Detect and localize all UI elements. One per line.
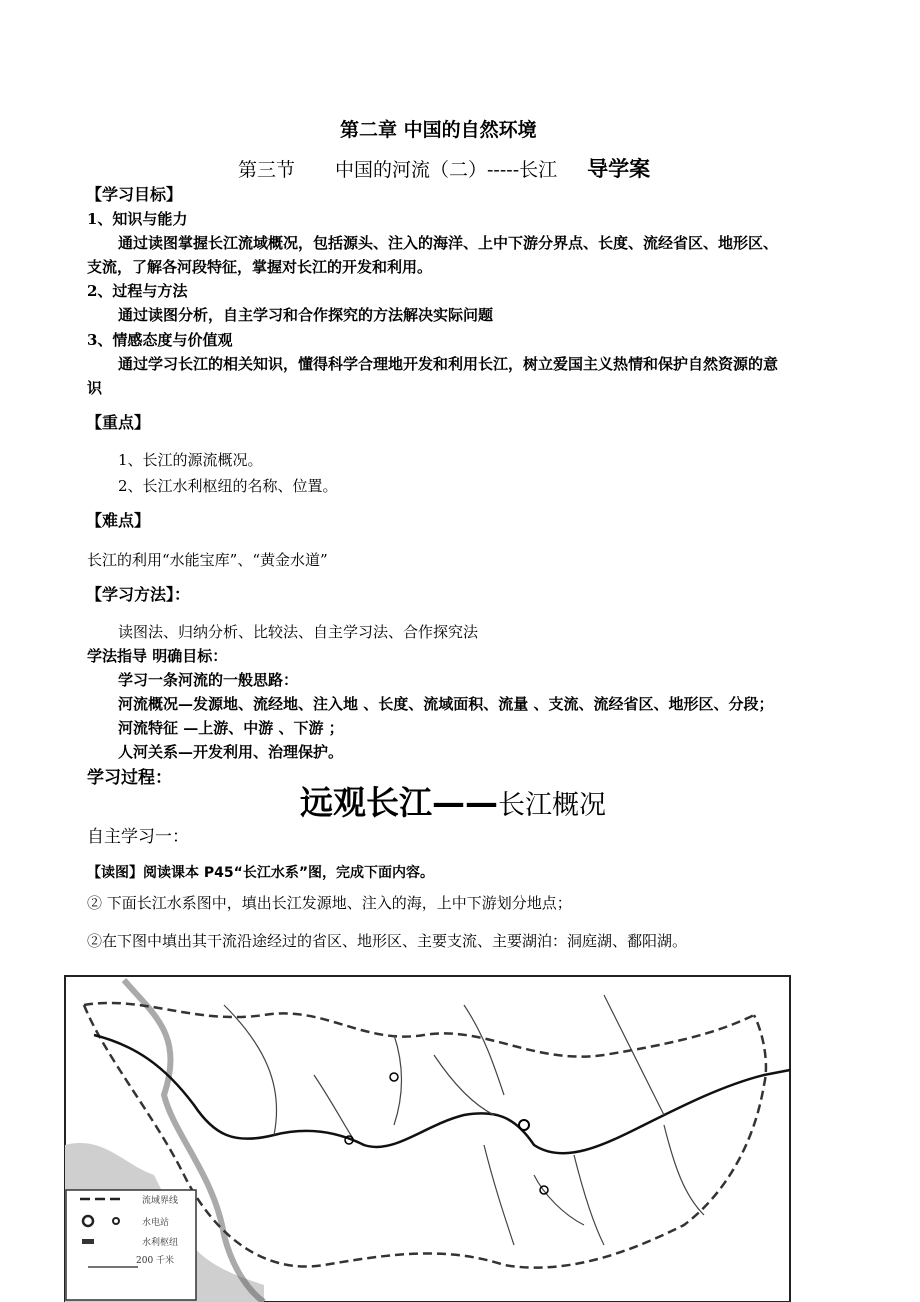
difficulties-text: 长江的利用“水能宝库”、“黄金水道” [87,551,328,569]
objective-label: 2、过程与方法 [87,282,188,300]
guide-line: 河流特征 —上游、中游 、下游 ； [118,719,344,737]
section-type: 导学案 [587,156,651,181]
key-point: 2、长江水利枢纽的名称、位置。 [118,477,338,495]
legend-project-icon [82,1239,94,1244]
self-study-heading: 自主学习一： [87,827,189,847]
key-point: 1、长江的源流概况。 [118,451,263,469]
banner-bold: 远观长江—— [300,783,498,822]
section-subtitle [238,156,650,183]
yangtze-river-system-map [64,975,791,1302]
objective-text: 通过读图分析，自主学习和合作探究的方法解决实际问题 [118,306,494,324]
objective-text: 支流，了解各河段特征，掌握对长江的开发和利用。 [87,258,433,276]
legend-boundary: 流域界线 [142,1196,179,1206]
key-points-heading: 【重点】 [86,413,151,432]
guide-heading: 学法指导 明确目标： [87,647,228,665]
process-heading: 学习过程： [87,768,172,788]
section-number: 第三节 [238,159,296,181]
guide-line: 学习一条河流的一般思路： [118,671,299,689]
legend-scale: 200 千米 [136,1256,175,1266]
banner-light: 长江概况 [498,790,606,821]
methods-heading: 【学习方法】： [86,585,191,604]
guide-line: 人河关系—开发利用、治理保护。 [118,743,344,761]
legend-hydro: 水电站 [142,1218,170,1228]
section-topic: 中国的河流（二）-----长江 [335,159,558,181]
methods-text: 读图法、归纳分析、比较法、自主学习法、合作探究法 [118,623,479,641]
objective-label: 3、情感态度与价值观 [87,331,233,349]
section-banner [300,783,606,826]
task-item: ②在下图中填出其干流沿途经过的省区、地形区、主要支流、主要湖泊：洞庭湖、鄱阳湖。 [87,932,688,950]
objective-text: 识 [87,379,103,397]
read-map-instruction: 【读图】阅读课本 P45“长江水系”图，完成下面内容。 [87,865,435,881]
objective-label: 1、知识与能力 [87,210,188,228]
legend-project: 水利枢纽 [142,1238,179,1248]
task-item: ② 下面长江水系图中，填出长江发源地、注入的海，上中下游划分地点； [87,894,572,912]
objective-text: 通过读图掌握长江流域概况，包括源头、注入的海洋、上中下游分界点、长度、流经省区、地形区、 [118,234,779,252]
difficulties-heading: 【难点】 [86,511,151,530]
guide-line: 河流概况—发源地、流经地、注入地 、长度、流域面积、流量 、支流、流经省区、地形区、分段； [118,695,774,713]
objectives-heading: 【学习目标】 [86,185,183,204]
chapter-title: 第二章 中国的自然环境 [340,119,537,141]
objective-text: 通过学习长江的相关知识，懂得科学合理地开发和利用长江，树立爱国主义热情和保护自然资源的意 [118,355,779,373]
